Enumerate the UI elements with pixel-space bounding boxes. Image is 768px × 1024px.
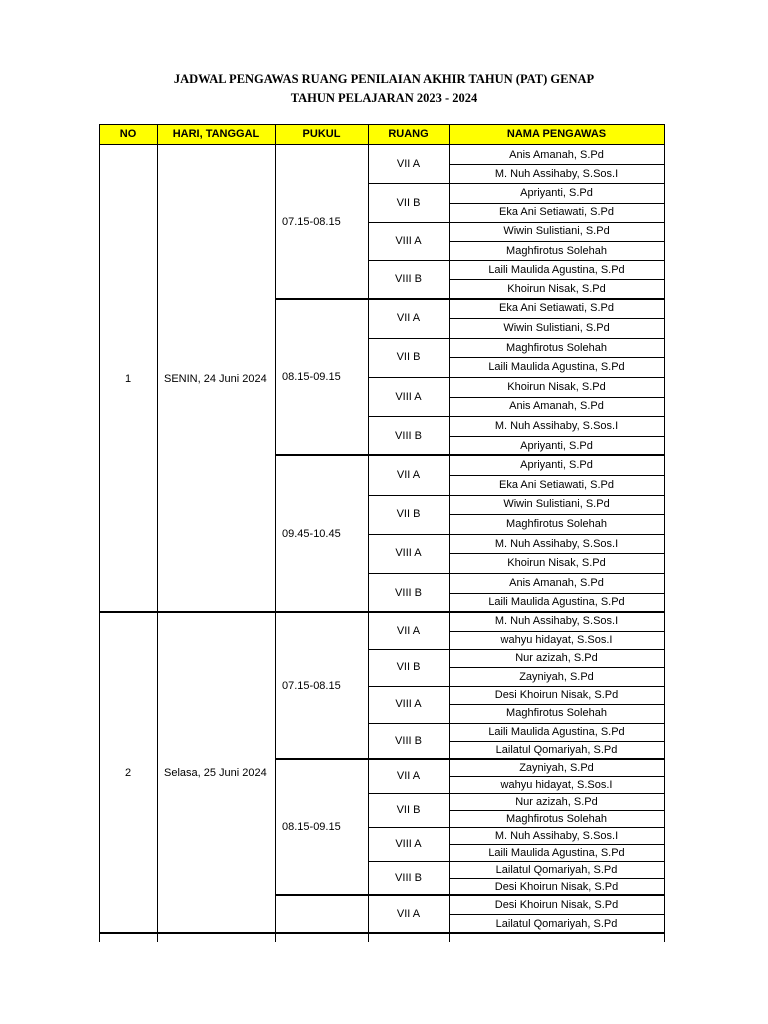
supervisor-name: Anis Amanah, S.Pd [509, 400, 604, 413]
supervisor-name: Zayniyah, S.Pd [519, 670, 594, 683]
supervisor-name: wahyu hidayat, S.Sos.I [500, 633, 613, 646]
supervisor-name: Maghfirotus Solehah [506, 244, 607, 257]
supervisor-name: Eka Ani Setiawati, S.Pd [499, 302, 614, 315]
supervisor-name: Apriyanti, S.Pd [520, 459, 593, 472]
room-label: VIII B [395, 872, 422, 885]
supervisor-name: Desi Khoirun Nisak, S.Pd [494, 880, 619, 893]
room-label: VIII A [395, 390, 422, 403]
supervisor-name: Lailatul Qomariyah, S.Pd [495, 863, 618, 876]
header-date: HARI, TANGGAL [172, 128, 260, 140]
supervisor-name: Maghfirotus Solehah [506, 517, 607, 530]
day-number: 2 [124, 766, 132, 779]
document-title: JADWAL PENGAWAS RUANG PENILAIAN AKHIR TAHUN (PAT) GENAP [173, 72, 595, 86]
room-label: VII A [396, 158, 421, 171]
header-time: PUKUL [302, 128, 341, 140]
supervisor-name: Apriyanti, S.Pd [520, 439, 593, 452]
room-label: VII B [396, 804, 421, 817]
document-subtitle: TAHUN PELAJARAN 2023 - 2024 [290, 91, 478, 105]
supervisor-name: Laili Maulida Agustina, S.Pd [488, 596, 625, 609]
supervisor-name: M. Nuh Assihaby, S.Sos.I [494, 419, 619, 432]
room-label: VII B [396, 351, 421, 364]
room-label: VII A [396, 312, 421, 325]
supervisor-name: Anis Amanah, S.Pd [509, 148, 604, 161]
supervisor-name: Khoirun Nisak, S.Pd [507, 380, 606, 393]
supervisor-name: Nur azizah, S.Pd [515, 795, 598, 808]
supervisor-name: Khoirun Nisak, S.Pd [507, 282, 606, 295]
room-label: VII B [396, 508, 421, 521]
header-room: RUANG [388, 128, 429, 140]
supervisor-name: Laili Maulida Agustina, S.Pd [488, 846, 625, 859]
room-label: VII A [396, 468, 421, 481]
day-date: Selasa, 25 Juni 2024 [164, 766, 267, 779]
supervisor-name: Desi Khoirun Nisak, S.Pd [494, 898, 619, 911]
room-label: VIII B [395, 734, 422, 747]
room-label: VII A [396, 624, 421, 637]
session-time: 08.15-09.15 [282, 370, 341, 383]
room-label: VIII B [395, 429, 422, 442]
header-top-border [99, 124, 664, 125]
room-label: VIII A [395, 234, 422, 247]
supervisor-name: Laili Maulida Agustina, S.Pd [488, 725, 625, 738]
supervisor-name: Lailatul Qomariyah, S.Pd [495, 917, 618, 930]
room-label: VII A [396, 770, 421, 783]
column-border [664, 124, 665, 942]
room-label: VIII A [395, 698, 422, 711]
supervisor-name: Laili Maulida Agustina, S.Pd [488, 263, 625, 276]
supervisor-name: Zayniyah, S.Pd [519, 761, 594, 774]
supervisor-name: Anis Amanah, S.Pd [509, 576, 604, 589]
supervisor-name: M. Nuh Assihaby, S.Sos.I [494, 615, 619, 628]
supervisor-name: Eka Ani Setiawati, S.Pd [499, 206, 614, 219]
supervisor-name: Desi Khoirun Nisak, S.Pd [494, 688, 619, 701]
header-no: NO [119, 128, 137, 140]
supervisor-name: Lailatul Qomariyah, S.Pd [495, 744, 618, 757]
supervisor-name: Maghfirotus Solehah [506, 707, 607, 720]
day-number: 1 [124, 372, 132, 385]
supervisor-name: M. Nuh Assihaby, S.Sos.I [494, 167, 619, 180]
supervisor-name: wahyu hidayat, S.Sos.I [500, 778, 613, 791]
session-time: 09.45-10.45 [282, 527, 341, 540]
supervisor-name: M. Nuh Assihaby, S.Sos.I [494, 829, 619, 842]
room-label: VIII B [395, 586, 422, 599]
supervisor-name: Wiwin Sulistiani, S.Pd [503, 498, 610, 511]
room-label: VIII A [395, 838, 422, 851]
session-time: 07.15-08.15 [282, 215, 341, 228]
supervisor-name: Wiwin Sulistiani, S.Pd [503, 225, 610, 238]
supervisor-name: Eka Ani Setiawati, S.Pd [499, 478, 614, 491]
supervisor-name: Maghfirotus Solehah [506, 812, 607, 825]
header-supervisor: NAMA PENGAWAS [506, 128, 607, 140]
room-label: VII B [396, 196, 421, 209]
room-label: VIII B [395, 273, 422, 286]
room-label: VII A [396, 908, 421, 921]
supervisor-name: Khoirun Nisak, S.Pd [507, 557, 606, 570]
session-time: 07.15-08.15 [282, 679, 341, 692]
day-date: SENIN, 24 Juni 2024 [164, 372, 267, 385]
room-label: VIII A [395, 547, 422, 560]
supervisor-name: Laili Maulida Agustina, S.Pd [488, 361, 625, 374]
supervisor-name: M. Nuh Assihaby, S.Sos.I [494, 537, 619, 550]
supervisor-name: Apriyanti, S.Pd [520, 186, 593, 199]
session-time: 08.15-09.15 [282, 821, 341, 834]
supervisor-name: Maghfirotus Solehah [506, 341, 607, 354]
supervisor-name: Nur azizah, S.Pd [515, 652, 598, 665]
supervisor-name: Wiwin Sulistiani, S.Pd [503, 321, 610, 334]
room-label: VII B [396, 661, 421, 674]
day-border [99, 932, 664, 934]
